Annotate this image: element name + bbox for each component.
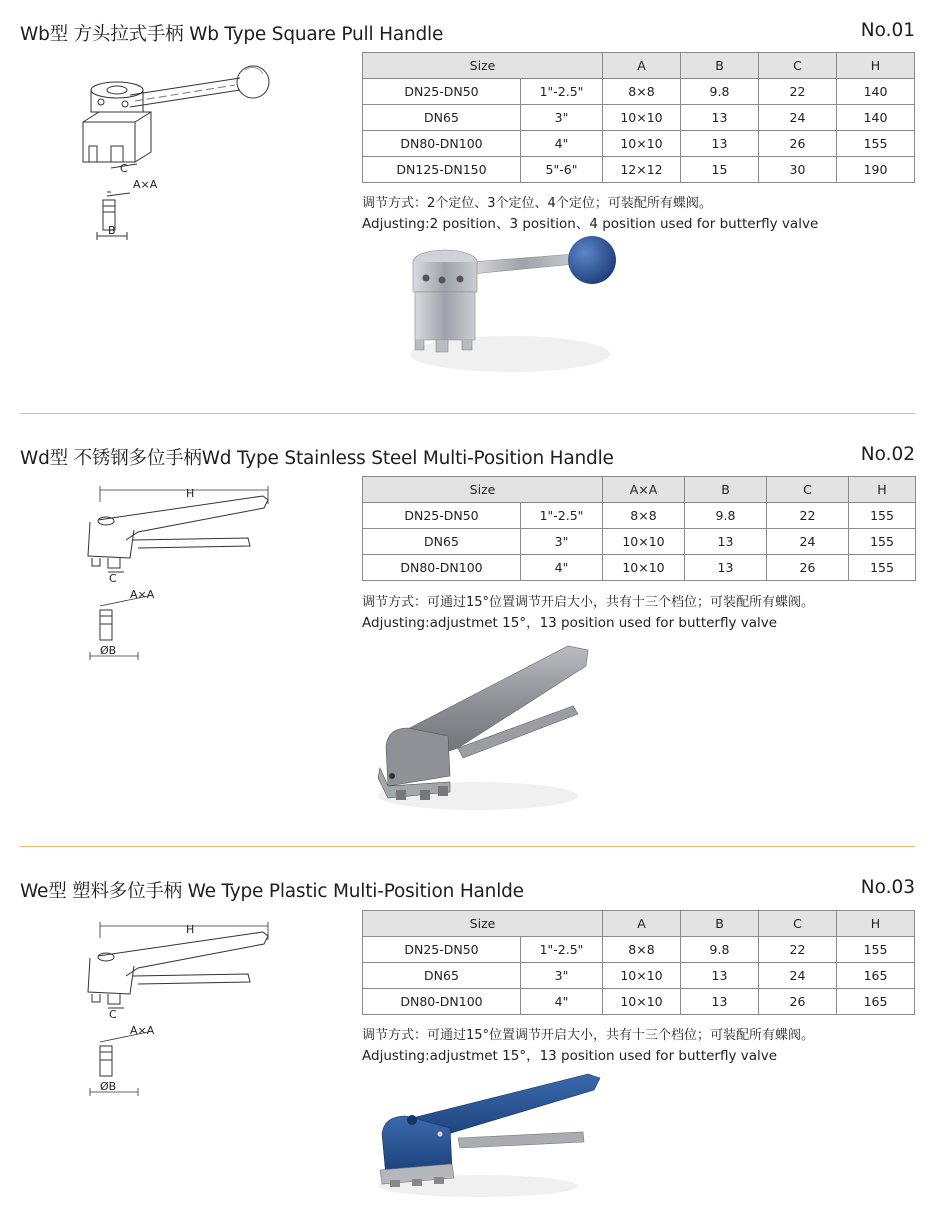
cell-size-inch: 4" xyxy=(521,131,603,157)
cell-h: 155 xyxy=(837,131,915,157)
header-size: Size xyxy=(363,53,603,79)
header-size: Size xyxy=(363,911,603,937)
cell-size-inch: 1"-2.5" xyxy=(521,937,603,963)
cell-b: 9.8 xyxy=(681,79,759,105)
section-1-title: Wb型 方头拉式手柄 Wb Type Square Pull Handle xyxy=(20,24,444,45)
cell-h: 165 xyxy=(837,989,915,1015)
cell-a: 12×12 xyxy=(603,157,681,183)
header-c: C xyxy=(767,477,849,503)
cell-b: 13 xyxy=(681,105,759,131)
cell-b: 13 xyxy=(685,529,767,555)
cell-a: 10×10 xyxy=(603,963,681,989)
cell-h: 140 xyxy=(837,79,915,105)
section-2-number: No.02 xyxy=(860,444,915,465)
cell-b: 9.8 xyxy=(685,503,767,529)
section-2-title: Wd型 不锈钢多位手柄Wd Type Stainless Steel Multi-Position Handle xyxy=(20,448,614,469)
cell-size-dn: DN25-DN50 xyxy=(363,503,521,529)
table-row xyxy=(363,157,915,183)
header-b: B xyxy=(681,911,759,937)
header-a: A xyxy=(603,911,681,937)
spec-table-3 xyxy=(362,910,915,1015)
dim-axa-label: A×A xyxy=(130,1024,155,1037)
cell-b: 13 xyxy=(681,963,759,989)
cell-size-dn: DN65 xyxy=(363,529,521,555)
cell-size-dn: DN80-DN100 xyxy=(363,131,521,157)
section-1-number: No.01 xyxy=(860,20,915,41)
section-3-title: We型 塑料多位手柄 We Type Plastic Multi-Position Hanlde xyxy=(20,881,524,902)
cell-c: 24 xyxy=(759,963,837,989)
cell-c: 26 xyxy=(767,555,849,581)
cell-size-dn: DN125-DN150 xyxy=(363,157,521,183)
cell-a: 8×8 xyxy=(603,937,681,963)
adjust-note-en: Adjusting:2 position、3 position、4 position used for butterfly valve xyxy=(362,216,819,232)
cell-h: 140 xyxy=(837,105,915,131)
header-c: C xyxy=(759,911,837,937)
adjust-note-en: Adjusting:adjustmet 15°，13 position used for butterfly valve xyxy=(362,1048,778,1064)
dim-b-label: ØB xyxy=(100,644,117,657)
header-b: B xyxy=(685,477,767,503)
cell-c: 22 xyxy=(767,503,849,529)
header-a: A xyxy=(603,53,681,79)
dim-b-label: B xyxy=(108,224,116,237)
cell-size-dn: DN80-DN100 xyxy=(363,989,521,1015)
cell-h: 155 xyxy=(849,503,916,529)
cell-size-inch: 1"-2.5" xyxy=(521,503,603,529)
table-header-row xyxy=(363,911,915,937)
wb-handle-photo xyxy=(400,232,640,382)
header-h: H xyxy=(849,477,916,503)
cell-h: 155 xyxy=(849,529,916,555)
section-divider xyxy=(20,846,915,847)
cell-c: 22 xyxy=(759,79,837,105)
table-header-row xyxy=(363,477,916,503)
table-row xyxy=(363,937,915,963)
cell-size-dn: DN25-DN50 xyxy=(363,79,521,105)
dim-h-label: H xyxy=(186,923,195,936)
we-handle-photo xyxy=(368,1072,613,1200)
spec-table-1 xyxy=(362,52,915,183)
header-axa: A×A xyxy=(603,477,685,503)
dim-axa-label: A×A xyxy=(130,588,155,601)
table-row xyxy=(363,555,916,581)
cell-a: 10×10 xyxy=(603,989,681,1015)
wd-handle-photo xyxy=(368,636,613,814)
dim-c-label: C xyxy=(109,572,117,585)
wd-handle-drawing xyxy=(78,482,273,662)
cell-b: 15 xyxy=(681,157,759,183)
cell-size-inch: 4" xyxy=(521,555,603,581)
cell-h: 190 xyxy=(837,157,915,183)
table-header-row xyxy=(363,53,915,79)
cell-b: 13 xyxy=(685,555,767,581)
table-row xyxy=(363,963,915,989)
cell-size-inch: 3" xyxy=(521,963,603,989)
cell-c: 26 xyxy=(759,989,837,1015)
cell-size-inch: 4" xyxy=(521,989,603,1015)
cell-size-dn: DN65 xyxy=(363,105,521,131)
cell-b: 13 xyxy=(681,131,759,157)
dim-h-label: H xyxy=(186,487,195,500)
dim-axa-label: A×A xyxy=(133,178,158,191)
header-h: H xyxy=(837,911,915,937)
table-row xyxy=(363,529,916,555)
cell-size-inch: 3" xyxy=(521,105,603,131)
cell-h: 165 xyxy=(837,963,915,989)
table-row xyxy=(363,503,916,529)
dim-c-label: C xyxy=(109,1008,117,1021)
we-handle-drawing xyxy=(78,918,273,1098)
cell-b: 13 xyxy=(681,989,759,1015)
adjust-note-en: Adjusting:adjustmet 15°，13 position used for butterfly valve xyxy=(362,615,778,631)
cell-h: 155 xyxy=(849,555,916,581)
cell-a: 10×10 xyxy=(603,105,681,131)
cell-size-dn: DN65 xyxy=(363,963,521,989)
wb-handle-drawing xyxy=(75,60,280,245)
spec-table-2 xyxy=(362,476,916,581)
cell-h: 155 xyxy=(837,937,915,963)
cell-c: 22 xyxy=(759,937,837,963)
adjust-note-cn: 调节方式：可通过15°位置调节开启大小，共有十三个档位；可装配所有蝶阀。 xyxy=(362,1028,815,1043)
cell-axa: 10×10 xyxy=(603,529,685,555)
cell-c: 30 xyxy=(759,157,837,183)
dim-b-label: ØB xyxy=(100,1080,117,1093)
cell-size-dn: DN80-DN100 xyxy=(363,555,521,581)
cell-axa: 8×8 xyxy=(603,503,685,529)
cell-size-inch: 5"-6" xyxy=(521,157,603,183)
header-c: C xyxy=(759,53,837,79)
table-row xyxy=(363,989,915,1015)
adjust-note-cn: 调节方式：可通过15°位置调节开启大小，共有十三个档位；可装配所有蝶阀。 xyxy=(362,595,815,610)
header-h: H xyxy=(837,53,915,79)
table-row xyxy=(363,79,915,105)
dim-c-label: C xyxy=(120,162,128,175)
table-row xyxy=(363,105,915,131)
cell-axa: 10×10 xyxy=(603,555,685,581)
adjust-note-cn: 调节方式：2个定位、3个定位、4个定位；可装配所有蝶阀。 xyxy=(362,196,712,211)
section-divider xyxy=(20,413,915,414)
cell-a: 10×10 xyxy=(603,131,681,157)
header-size: Size xyxy=(363,477,603,503)
cell-a: 8×8 xyxy=(603,79,681,105)
section-3-number: No.03 xyxy=(860,877,915,898)
cell-c: 24 xyxy=(759,105,837,131)
cell-size-inch: 1"-2.5" xyxy=(521,79,603,105)
cell-size-dn: DN25-DN50 xyxy=(363,937,521,963)
cell-size-inch: 3" xyxy=(521,529,603,555)
cell-c: 26 xyxy=(759,131,837,157)
table-row xyxy=(363,131,915,157)
header-b: B xyxy=(681,53,759,79)
cell-b: 9.8 xyxy=(681,937,759,963)
cell-c: 24 xyxy=(767,529,849,555)
